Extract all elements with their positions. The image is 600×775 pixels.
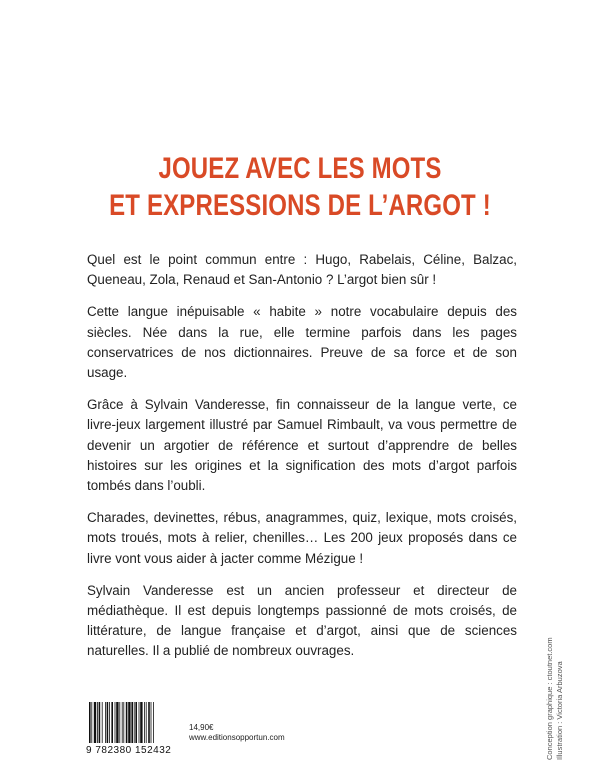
blurb-body bbox=[87, 250, 517, 674]
barcode-bar bbox=[148, 702, 150, 743]
barcode-bar bbox=[140, 702, 142, 743]
barcode-bar bbox=[99, 702, 101, 743]
paragraph-book: Grâce à Sylvain Vanderesse, fin connaisseur de la langue verte, ce livre-jeux largement illustré par Samuel Rimbault, va vous permettre de devenir un argotier de référence et surtout d’apprendre de belles histoires sur les origines et la signification des mots d’argot parfois tombés dans l’oubli. bbox=[87, 397, 517, 494]
barcode-bars bbox=[86, 700, 182, 745]
headline-line-2: ET EXPRESSIONS DE L’ARGOT ! bbox=[109, 189, 491, 222]
barcode-bar bbox=[116, 702, 118, 743]
headline-line-1: JOUEZ AVEC LES MOTS bbox=[158, 152, 442, 185]
barcode-bar bbox=[146, 702, 147, 743]
price-label: 14,90€ bbox=[189, 723, 214, 732]
barcode-bar bbox=[115, 702, 116, 743]
paragraph-intro: Quel est le point commun entre : Hugo, Rabelais, Céline, Balzac, Queneau, Zola, Renaud et San-Antonio ? L’argot bien sûr ! bbox=[87, 252, 517, 288]
barcode-bar bbox=[107, 702, 109, 743]
barcode-bar bbox=[102, 702, 103, 743]
barcode-bar bbox=[94, 702, 96, 743]
barcode-bar bbox=[153, 702, 154, 743]
credit-design: Conception graphique : ctoutnet.com bbox=[545, 637, 554, 760]
barcode-bar bbox=[91, 702, 92, 743]
barcode-bar bbox=[97, 702, 98, 743]
publisher-website: www.editionsopportun.com bbox=[189, 733, 285, 742]
barcode-bar bbox=[134, 702, 135, 743]
barcode-bar bbox=[128, 702, 130, 743]
back-cover-headline bbox=[60, 150, 540, 224]
barcode-bar bbox=[131, 702, 133, 743]
paragraph-author: Sylvain Vanderesse est un ancien professeur et directeur de médiathèque. Il est depuis longtemps passionné de mots croisés, de littérature, de langue française et d’argot, ainsi que de sciences naturelles. Il a publié de nombreux ouvrages. bbox=[87, 582, 517, 659]
isbn-barcode bbox=[86, 700, 182, 768]
credit-illustration: Illustration : Victoria Arbuzova bbox=[555, 661, 564, 760]
barcode-bar bbox=[105, 702, 106, 743]
barcode-bar bbox=[135, 702, 137, 743]
paragraph-language: Cette langue inépuisable « habite » notre vocabulaire depuis des siècles. Née dans la rue, elle termine parfois dans les pages conservatrices de nos dictionnaires. Preuve de sa force et de son usage. bbox=[87, 304, 517, 381]
barcode-bar bbox=[119, 702, 120, 743]
barcode-bar bbox=[109, 702, 110, 743]
barcode-bar bbox=[144, 702, 145, 743]
paragraph-games: Charades, devinettes, rébus, anagrammes, quiz, lexique, mots croisés, mots troués, mots à relier, chenilles… Les 200 jeux proposés dans ce livre vont vous aider à jacter comme Mézigue ! bbox=[87, 510, 517, 566]
design-credits bbox=[545, 620, 565, 760]
barcode-bar bbox=[123, 702, 124, 743]
barcode-bar bbox=[111, 702, 113, 743]
barcode-bar bbox=[89, 702, 91, 743]
barcode-bar bbox=[139, 702, 140, 743]
barcode-bar bbox=[126, 702, 128, 743]
barcode-bar bbox=[122, 702, 123, 743]
barcode-bar bbox=[151, 702, 152, 743]
barcode-number: 9 782380 152432 bbox=[86, 745, 172, 756]
